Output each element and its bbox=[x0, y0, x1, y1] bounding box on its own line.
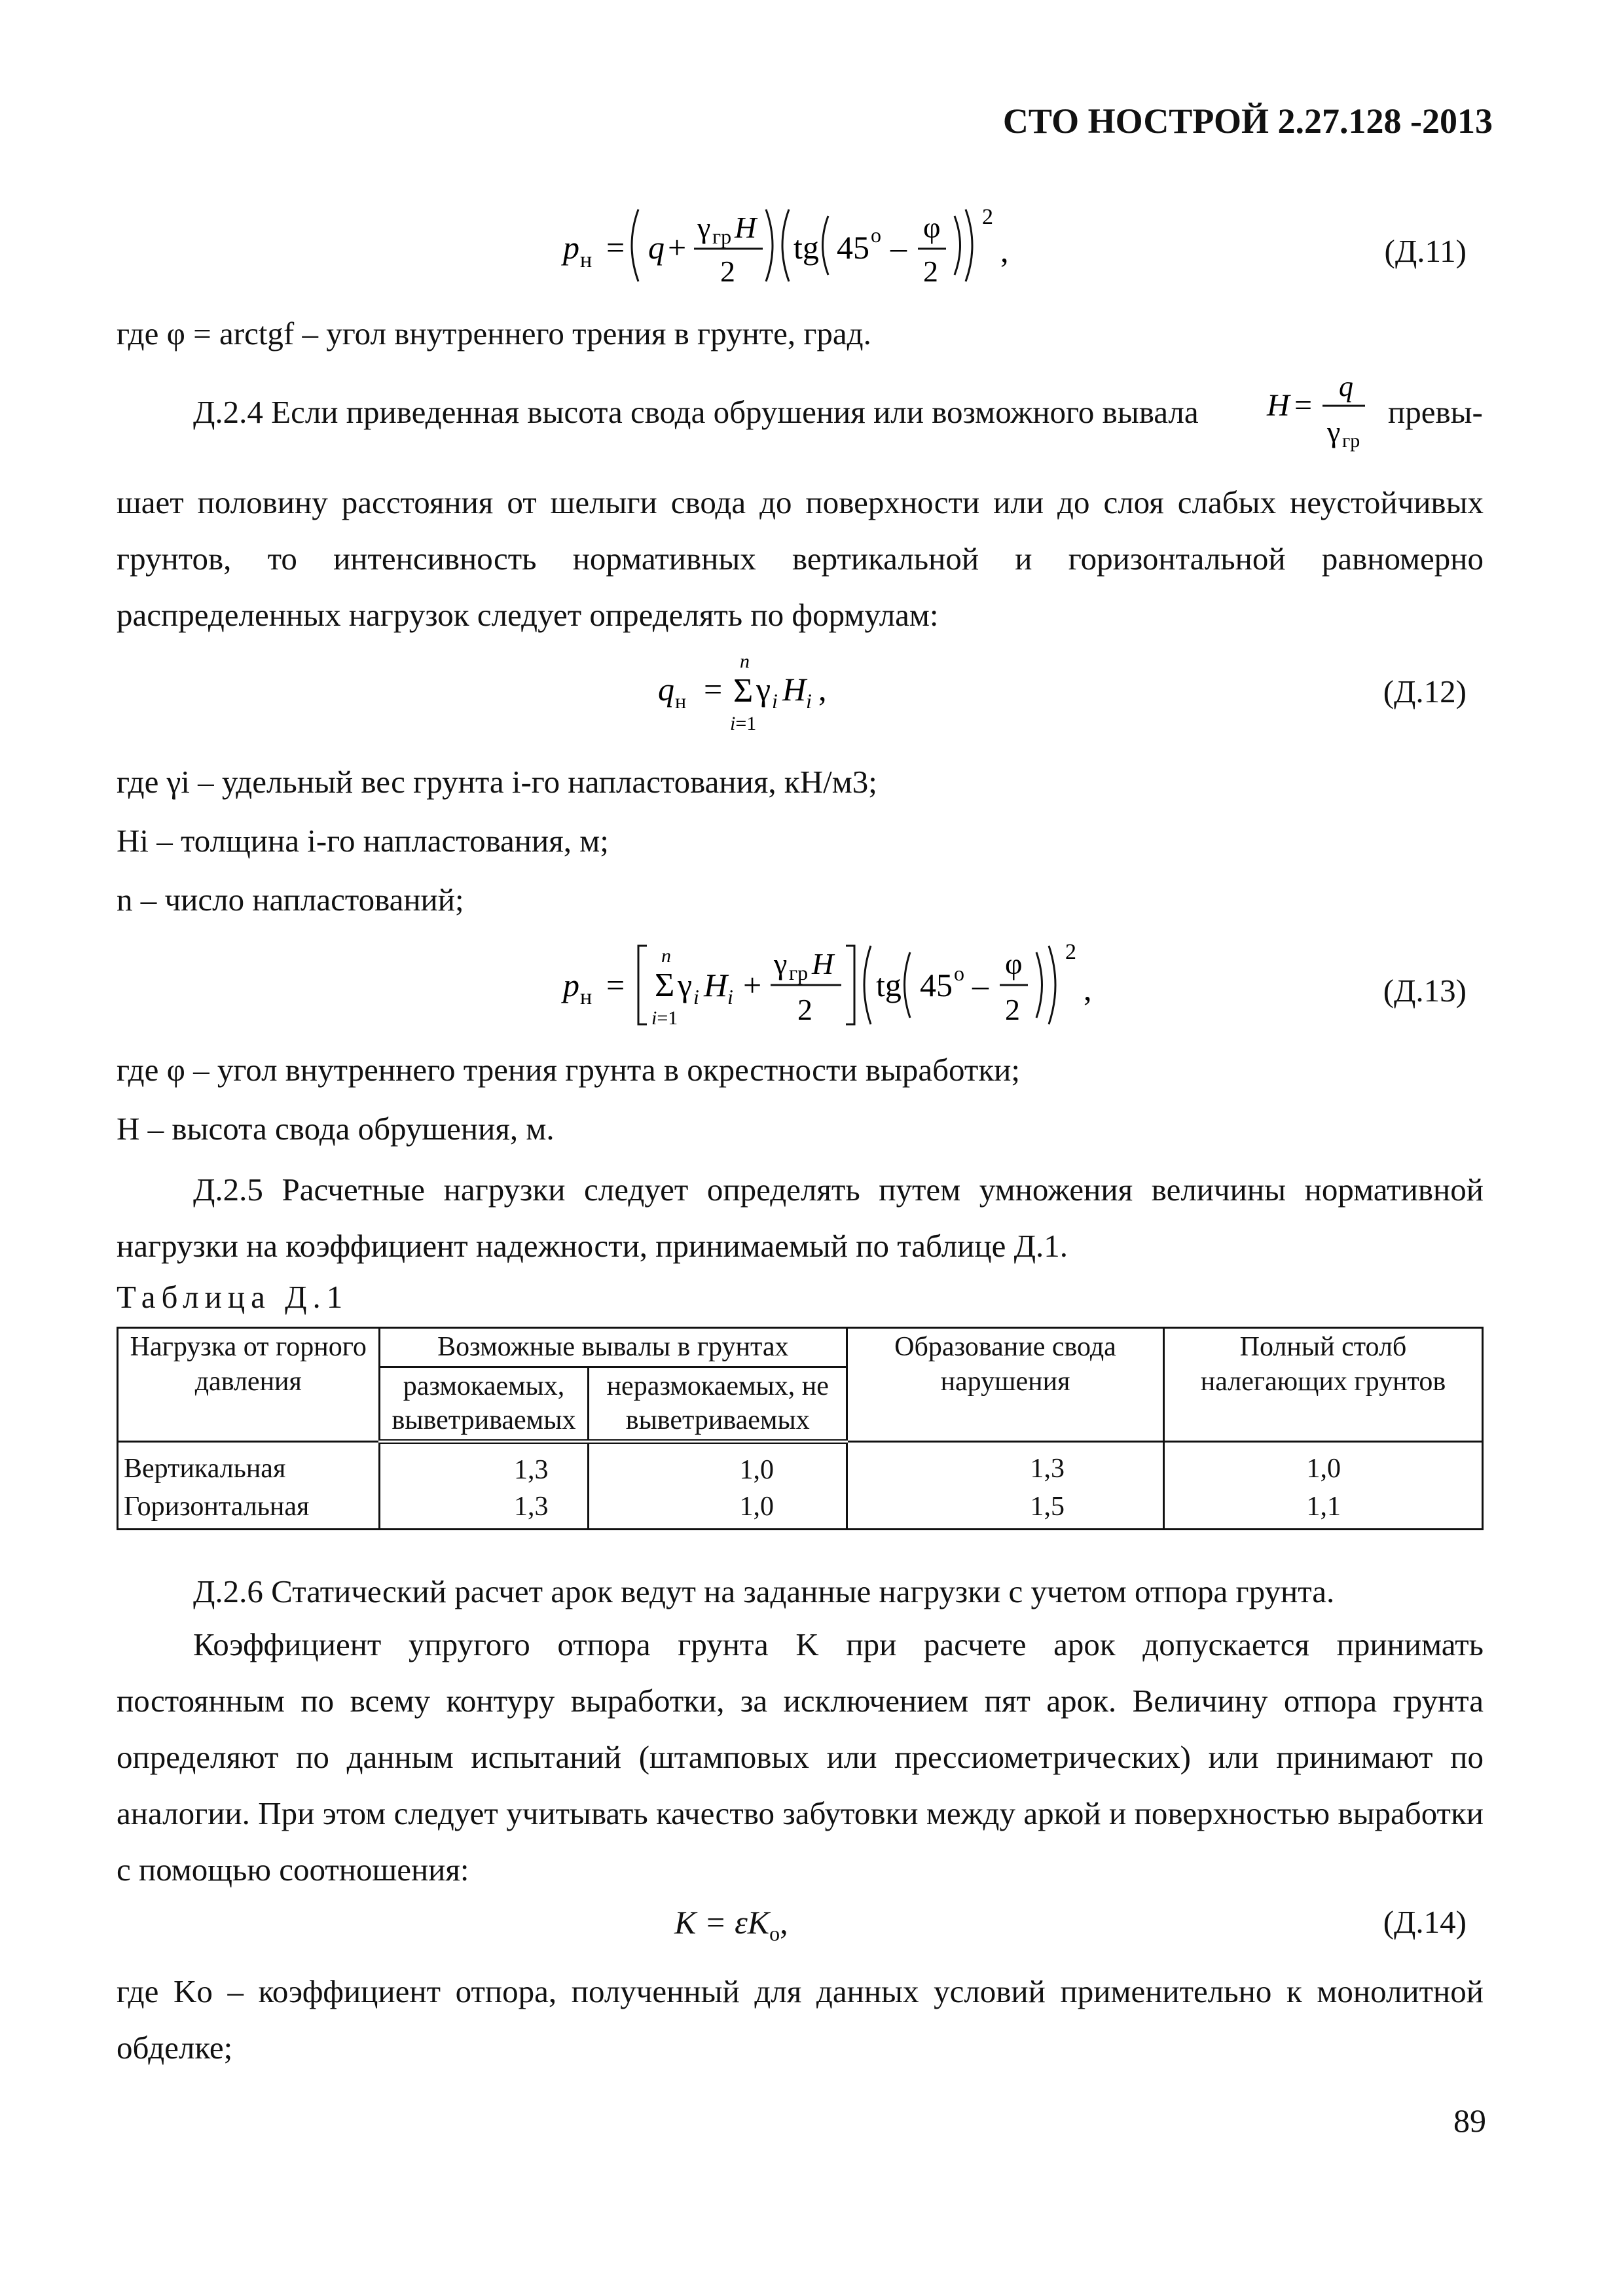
svg-text:n: n bbox=[661, 945, 671, 967]
svg-text:γ: γ bbox=[756, 671, 771, 708]
document-header: СТО НОСТРОЙ 2.27.128 -2013 bbox=[1002, 101, 1493, 141]
svg-text:i=1: i=1 bbox=[651, 1007, 678, 1029]
svg-text:H: H bbox=[704, 967, 728, 1003]
paragraph-d24-end: превы- bbox=[1388, 394, 1483, 430]
formula-d12-number: (Д.12) bbox=[1383, 673, 1467, 709]
formula-d11 bbox=[563, 196, 1061, 305]
svg-text:i: i bbox=[806, 689, 812, 713]
table-header-possible: Возможные вывалы в грунтах bbox=[379, 1328, 847, 1367]
svg-text:H: H bbox=[1267, 388, 1290, 423]
text-phi-definition: где φ = arctgf – угол внутреннего трения в грунте, град. bbox=[117, 315, 871, 351]
svg-text:o: o bbox=[954, 961, 964, 985]
svg-text:φ: φ bbox=[923, 211, 941, 244]
formula-d11-lhs: p bbox=[563, 229, 579, 266]
table-row: Вертикальная 1,3 1,0 1,3 1,0 bbox=[118, 1441, 1483, 1488]
svg-text:–: – bbox=[972, 967, 989, 1003]
formula-d13-graphic bbox=[563, 929, 1106, 1034]
svg-text:H: H bbox=[735, 211, 757, 244]
svg-text:45: 45 bbox=[920, 967, 953, 1003]
paragraph-d24-start-text: Д.2.4 Если приведенная высота свода обрушения или возможного вывала bbox=[193, 394, 1199, 430]
text-gamma-definition: где γi – удельный вес грунта i-го напластования, кН/м3; bbox=[117, 764, 877, 800]
table-header-formation: Образование свода нарушения bbox=[847, 1328, 1164, 1442]
formula-h-graphic bbox=[1267, 370, 1372, 455]
svg-text:γ: γ bbox=[697, 211, 711, 244]
svg-text:+: + bbox=[743, 967, 762, 1003]
svg-text:,: , bbox=[1084, 971, 1092, 1007]
svg-text:n: n bbox=[740, 651, 750, 672]
svg-text:=: = bbox=[704, 671, 723, 708]
svg-text:,: , bbox=[818, 671, 827, 708]
formula-d11-graphic bbox=[563, 196, 1061, 295]
svg-text:γ: γ bbox=[774, 947, 788, 980]
formula-d11-lhs-sub: н bbox=[580, 248, 593, 272]
formula-d14-text: K = εK bbox=[674, 1904, 770, 1941]
paragraph-ko-definition: где Kо – коэффициент отпора, полученный для данных условий применительно к монолитной обделке; bbox=[117, 1973, 1484, 2066]
svg-text:,: , bbox=[1000, 232, 1009, 269]
text-hi-definition: Hi – толщина i-го напластования, м; bbox=[117, 823, 609, 859]
svg-text:+: + bbox=[668, 229, 687, 266]
svg-text:гр: гр bbox=[789, 961, 809, 984]
svg-text:Σ: Σ bbox=[733, 672, 754, 709]
formula-d13 bbox=[563, 929, 1106, 1045]
formula-h-num: q bbox=[1339, 370, 1353, 403]
formula-d14: $K = \varepsilon K_о$, bbox=[674, 1904, 788, 1945]
table-caption: Таблица Д.1 bbox=[117, 1279, 349, 1315]
svg-text:2: 2 bbox=[923, 255, 938, 288]
svg-text:tg: tg bbox=[876, 967, 902, 1003]
svg-text:Σ: Σ bbox=[655, 967, 675, 1004]
paragraph-d24-start bbox=[193, 391, 1199, 433]
svg-text:н: н bbox=[675, 689, 687, 713]
formula-h-den: γ bbox=[1327, 415, 1341, 448]
svg-text:2: 2 bbox=[1065, 940, 1076, 964]
svg-text:–: – bbox=[890, 229, 907, 266]
table-header-load: Нагрузка от горного давления bbox=[118, 1328, 380, 1442]
formula-h-den-sub: гр bbox=[1342, 430, 1360, 452]
svg-text:=: = bbox=[606, 229, 625, 266]
svg-text:=: = bbox=[606, 967, 625, 1003]
svg-text:2: 2 bbox=[982, 205, 993, 229]
formula-d11-number: (Д.11) bbox=[1384, 233, 1467, 269]
text-h-height: H – высота свода обрушения, м. bbox=[117, 1111, 555, 1147]
svg-text:н: н bbox=[580, 985, 593, 1009]
svg-text:2: 2 bbox=[720, 255, 735, 288]
paragraph-k-coefficient: Коэффициент упругого отпора грунта K при расчете арок допускается принимать постоянным по всему контуру выработки, за исключением пят арок. Величину отпора грунта определяют по данным испытаний (штамповых или прессиометрических) или принимают по аналогии. При этом следует учитывать качество забутовки между аркой и поверхностью выработки с помощью соотношения: bbox=[117, 1626, 1484, 1888]
svg-text:i=1: i=1 bbox=[730, 713, 757, 734]
svg-text:γ: γ bbox=[678, 967, 693, 1003]
table-header-full: Полный столб налегающих грунтов bbox=[1163, 1328, 1482, 1442]
svg-text:q: q bbox=[658, 671, 674, 708]
table-row: Горизонтальная 1,3 1,0 1,5 1,1 bbox=[118, 1488, 1483, 1529]
formula-d14-number: (Д.14) bbox=[1383, 1904, 1467, 1940]
svg-text:45: 45 bbox=[837, 229, 869, 266]
text-n-definition: n – число напластований; bbox=[117, 882, 464, 918]
formula-d12-graphic bbox=[658, 648, 867, 740]
svg-text:tg: tg bbox=[793, 229, 819, 266]
formula-d12 bbox=[658, 648, 867, 750]
svg-text:p: p bbox=[563, 967, 579, 1003]
svg-text:H: H bbox=[812, 947, 834, 980]
svg-text:i: i bbox=[772, 689, 778, 713]
svg-text:i: i bbox=[693, 985, 699, 1009]
svg-text:2: 2 bbox=[1005, 993, 1020, 1026]
svg-text:H: H bbox=[782, 671, 807, 708]
paragraph-d26: Д.2.6 Статический расчет арок ведут на заданные нагрузки с учетом отпора грунта. bbox=[193, 1573, 1335, 1609]
table-header-wet: размокаемых, выветриваемых bbox=[379, 1367, 589, 1441]
svg-text:o: o bbox=[871, 223, 881, 247]
formula-h-definition bbox=[1267, 370, 1372, 465]
svg-text:q: q bbox=[648, 229, 665, 266]
svg-text:φ: φ bbox=[1005, 947, 1023, 980]
page-number: 89 bbox=[1453, 2102, 1486, 2139]
formula-d14-sub: о bbox=[769, 1922, 780, 1945]
paragraph-d24-rest: шает половину расстояния от шелыги свода до поверхности или до слоя слабых неустойчивых грунтов, то интенсивность нормативных вертикальной и горизонтальной равномерно распределенных нагрузок следует определять по формулам: bbox=[117, 484, 1484, 633]
svg-text:2: 2 bbox=[797, 993, 812, 1026]
svg-text:i: i bbox=[727, 985, 733, 1009]
svg-text:гр: гр bbox=[712, 224, 732, 248]
table-header-nonwet: неразмокаемых, не выветриваемых bbox=[589, 1367, 847, 1441]
formula-d13-number: (Д.13) bbox=[1383, 973, 1467, 1009]
svg-text:=: = bbox=[1294, 388, 1313, 423]
table-d1 bbox=[117, 1327, 1484, 1530]
text-phi-friction: где φ – угол внутреннего трения грунта в окрестности выработки; bbox=[117, 1052, 1020, 1088]
paragraph-d25: Д.2.5 Расчетные нагрузки следует определять путем умножения величины нормативной нагрузки на коэффициент надежности, принимаемый по таблице Д.1. bbox=[117, 1172, 1484, 1264]
